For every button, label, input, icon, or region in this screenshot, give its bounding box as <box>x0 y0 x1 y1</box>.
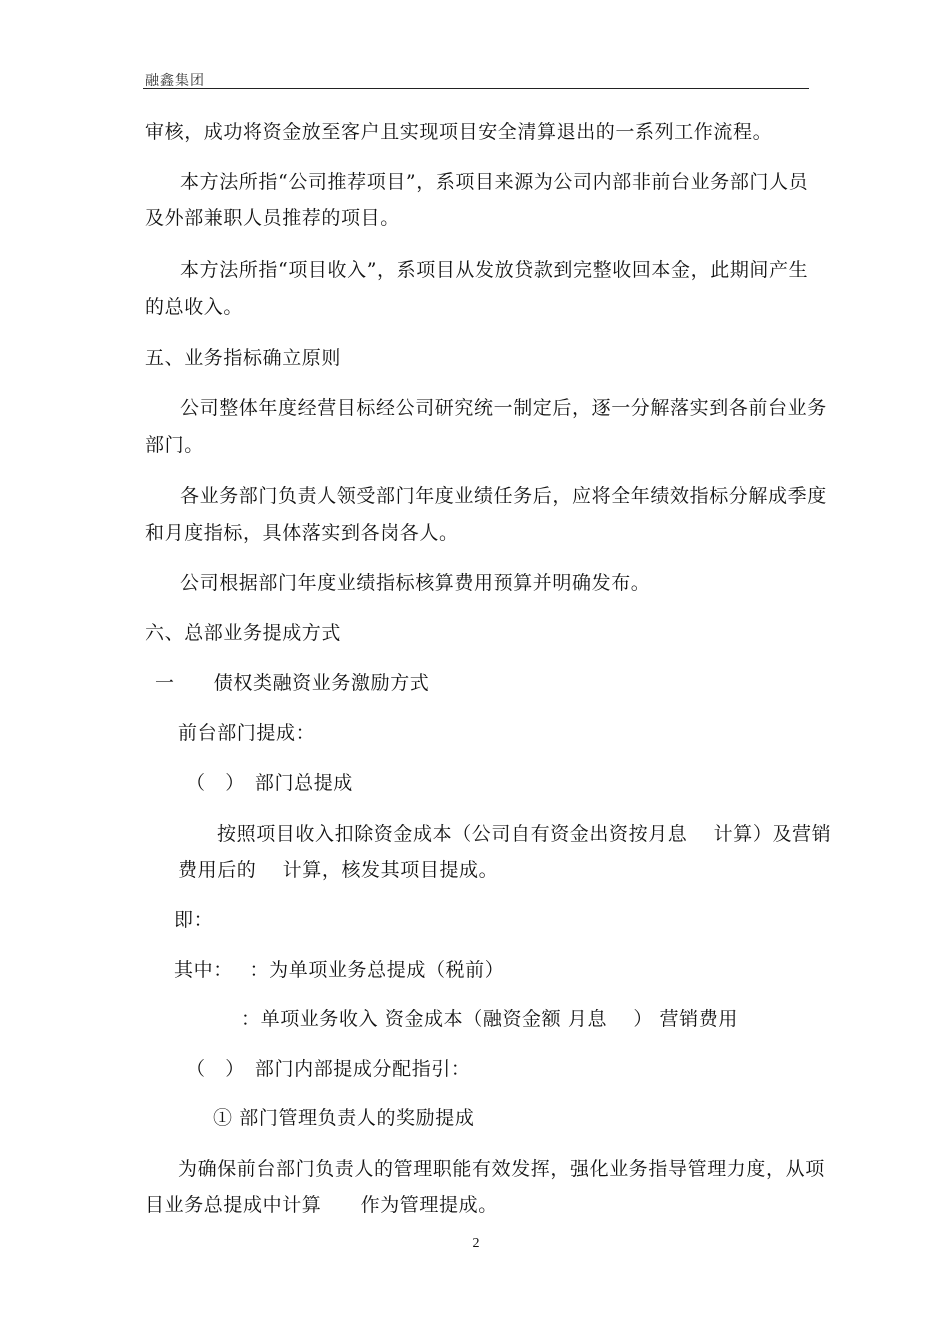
text-line: ：单项业务收入 资金成本（融资金额 月息 ） 营销费用 <box>241 1008 738 1030</box>
header-divider <box>143 88 809 89</box>
text-line: 各业务部门负责人领受部门年度业绩任务后，应将全年绩效指标分解成季度 <box>180 485 827 507</box>
list-item-heading: （ ） 部门内部提成分配指引： <box>186 1058 471 1080</box>
text-line: 即： <box>174 909 214 931</box>
text-line: 目业务总提成中计算 作为管理提成。 <box>145 1194 498 1216</box>
text-line: 前台部门提成： <box>178 722 316 744</box>
text-line: 本方法所指“公司推荐项目”，系项目来源为公司内部非前台业务部门人员 <box>180 171 809 193</box>
section-heading: 五、业务指标确立原则 <box>145 347 342 369</box>
text-line: 其中： ：为单项业务总提成（税前） <box>174 959 505 981</box>
text-line: 费用后的 计算，核发其项目提成。 <box>178 859 499 881</box>
text-line: 公司根据部门年度业绩指标核算费用预算并明确发布。 <box>180 572 651 594</box>
text-line: 部门。 <box>145 434 204 456</box>
text-line: 和月度指标，具体落实到各岗各人。 <box>145 522 459 544</box>
text-line: 审核，成功将资金放至客户且实现项目安全清算退出的一系列工作流程。 <box>145 121 773 143</box>
text-line: 按照项目收入扣除资金成本（公司自有资金出资按月息 计算）及营销 <box>217 823 832 845</box>
text-line: 为确保前台部门负责人的管理职能有效发挥，强化业务指导管理力度，从项 <box>178 1158 825 1180</box>
list-item-heading: （ ） 部门总提成 <box>186 772 353 794</box>
text-line: 的总收入。 <box>145 296 244 318</box>
text-line: 及外部兼职人员推荐的项目。 <box>145 207 400 229</box>
page-header-company: 融鑫集团 <box>145 73 205 89</box>
page-number: 2 <box>472 1236 480 1251</box>
list-item-heading: ① 部门管理负责人的奖励提成 <box>213 1107 475 1129</box>
section-heading: 六、总部业务提成方式 <box>145 622 342 644</box>
text-line: 公司整体年度经营目标经公司研究统一制定后，逐一分解落实到各前台业务 <box>180 397 827 419</box>
text-line: 本方法所指“项目收入”，系项目从发放贷款到完整收回本金，此期间产生 <box>180 259 809 281</box>
subsection-heading: 一 债权类融资业务激励方式 <box>155 672 430 694</box>
